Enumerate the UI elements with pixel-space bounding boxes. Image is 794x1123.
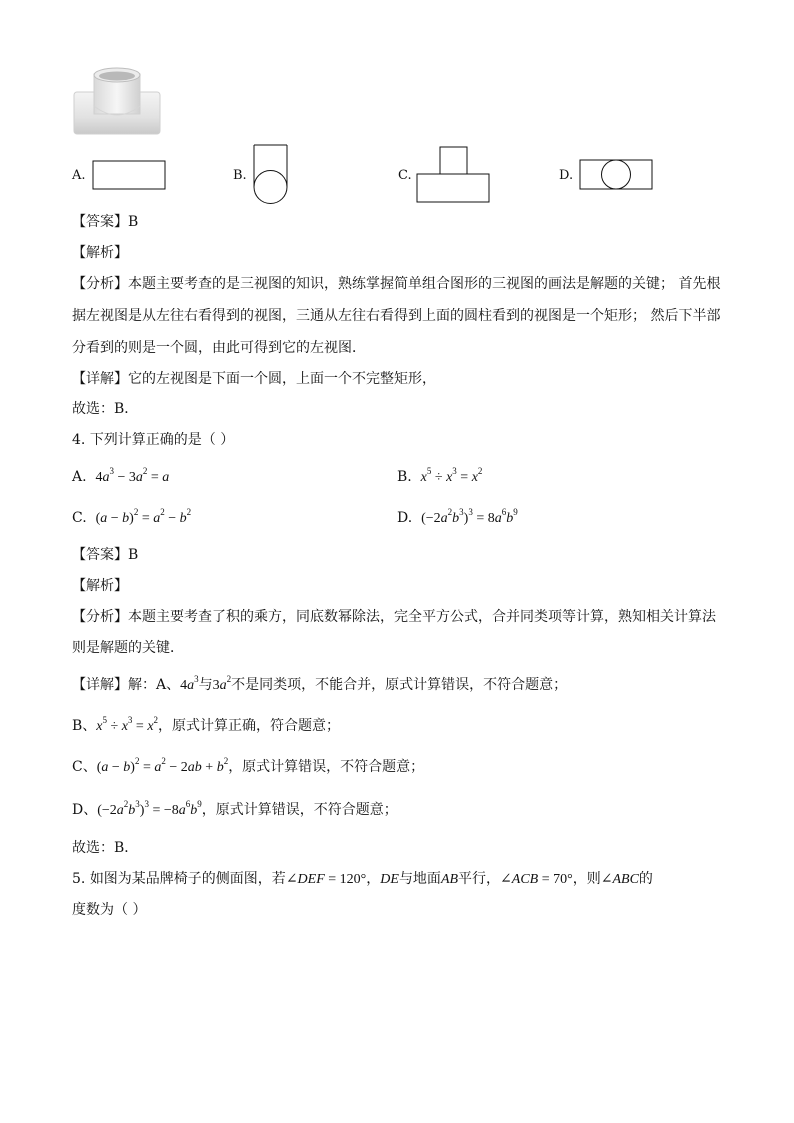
stem-text: 与地面: [398, 871, 441, 887]
q3-option-d-label: D.: [559, 168, 574, 183]
q4-option-d: [397, 508, 518, 529]
detail-tail: ，原式计算错误，不符合题意；: [228, 759, 425, 775]
stem-text: ，: [366, 871, 381, 887]
stem-text: 的: [638, 871, 653, 887]
answer-tag: 【答案】: [72, 214, 128, 230]
q3-answer: [72, 212, 138, 232]
option-label: D.: [397, 510, 413, 526]
answer-value: B: [128, 547, 139, 563]
analysis-tag: 【分析】: [72, 276, 128, 292]
q3-analysis-line-1: [72, 274, 720, 294]
analysis-heading: 【解析】: [72, 245, 128, 261]
detail-lead: D、: [72, 802, 98, 818]
q4-option-c: [72, 508, 191, 529]
analysis-text: 本题主要考查的是三视图的知识，熟练掌握简单组合图形的三视图的画法是解题的关键； 首先根: [128, 276, 721, 292]
q3-choose: 故选：B．: [72, 401, 139, 417]
q3-option-b-figure: [250, 143, 292, 207]
q5-stem-line-2: 度数为（ ）: [72, 902, 147, 918]
q3-option-b-label: B.: [233, 168, 247, 183]
answer-value: B: [128, 214, 139, 230]
q3-option-a-label: A.: [72, 168, 86, 183]
q3-analysis-line-3: 分看到的则是一个圆，由此可得到它的左视图．: [72, 340, 366, 356]
option-a-formula: $4a^3 - 3a^2 = a$: [95, 466, 170, 485]
q4-choose: 故选：B．: [72, 840, 139, 856]
detail-tag: 【详解】: [72, 371, 128, 387]
q4-analysis-line-2: 则是解题的关键．: [72, 640, 184, 656]
question-number: 4.: [72, 432, 86, 448]
option-b-formula: $x^5 \div x^3 = x^2$: [420, 466, 483, 485]
q4-detail-c: C、$(a - b)^2 = a^2 - 2ab + b^2$，原式计算错误，不符合题意；: [72, 756, 425, 775]
q4-option-b: [397, 467, 482, 488]
detail-tail: ，原式计算错误，不符合题意；: [201, 802, 398, 818]
option-label: A.: [72, 469, 87, 485]
q4-analysis-heading: [72, 576, 128, 596]
q4-option-a: [72, 467, 169, 488]
q3-detail: [72, 369, 436, 389]
q3-analysis-heading: [72, 243, 128, 263]
detail-tag: 【详解】: [72, 677, 128, 693]
detail-text: 它的左视图是下面一个圆，上面一个不完整矩形，: [128, 371, 436, 387]
stem-text: 如图为某品牌椅子的侧面图，若: [89, 871, 286, 887]
option-label: B.: [397, 469, 412, 485]
answer-tag: 【答案】: [72, 547, 128, 563]
option-label: C.: [72, 510, 87, 526]
analysis-heading: 【解析】: [72, 578, 128, 594]
q5-stem-line-1: 5. 如图为某品牌椅子的侧面图，若∠DEF = 120°，DE与地面AB平行，∠ACB = 70°，则∠ABC的: [72, 871, 653, 887]
q3-option-d-figure: [578, 158, 654, 192]
q4-answer: [72, 545, 138, 565]
q3-option-c-figure: [415, 146, 493, 204]
detail-tail: 不是同类项，不能合并，原式计算错误，不符合题意；: [231, 677, 568, 693]
q3-analysis-line-2: 据左视图是从左往右看得到的视图，三通从左往右看得到上面的圆柱看到的视图是一个矩形； 然后下半部: [72, 308, 721, 324]
q4-detail-d: D、$(-2a^2b^3)^3 = -8a^6b^9$，原式计算错误，不符合题意；: [72, 799, 398, 818]
detail-tail: ，原式计算正确，符合题意；: [158, 718, 341, 734]
analysis-tag: 【分析】: [72, 609, 128, 625]
stem-text: 平行，: [458, 871, 501, 887]
question-number: 5.: [72, 871, 86, 887]
detail-lead: B、: [72, 718, 97, 734]
option-c-formula: $(a - b)^2 = a^2 - b^2$: [95, 507, 192, 526]
stem-text: ，则: [572, 871, 601, 887]
q4-detail-a: 【详解】解：A、$4a^3$与$3a^2$不是同类项，不能合并，原式计算错误，不符合题意；: [72, 674, 568, 693]
q4-detail-b: B、$x^5 \div x^3 = x^2$，原式计算正确，符合题意；: [72, 715, 341, 734]
detail-lead: 解：A、: [128, 677, 181, 693]
option-d-formula: $(-2a^2b^3)^3 = 8a^6b^9$: [421, 507, 518, 526]
question-stem: 下列计算正确的是（ ）: [89, 432, 235, 448]
pipe-tee-image: [72, 66, 162, 136]
q4-stem: [72, 430, 234, 450]
detail-mid: 与: [198, 677, 213, 693]
q4-analysis-line-1: [72, 607, 716, 627]
analysis-text: 本题主要考查了积的乘方，同底数幂除法，完全平方公式，合并同类项等计算，熟知相关计算法: [128, 609, 716, 625]
detail-lead: C、: [72, 759, 97, 775]
q3-option-a-figure: [92, 160, 168, 192]
q3-option-c-label: C.: [398, 168, 412, 183]
